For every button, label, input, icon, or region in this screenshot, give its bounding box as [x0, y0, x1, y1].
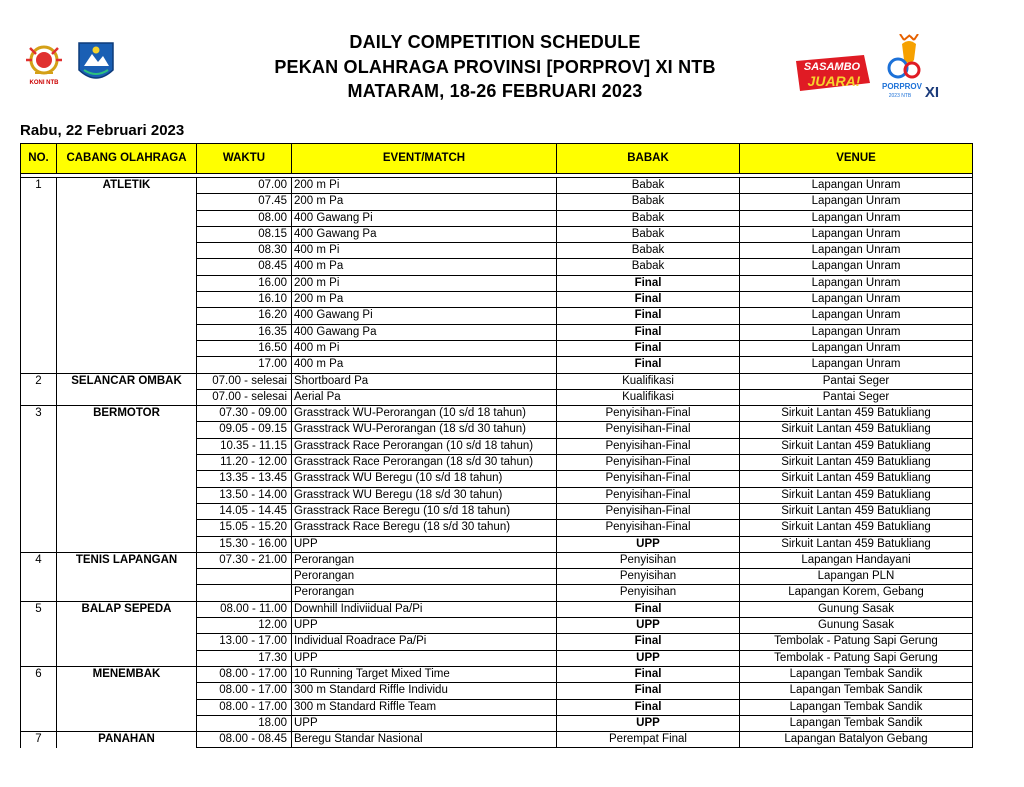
event-cell: Shortboard Pa — [292, 373, 557, 389]
sport-name — [57, 243, 197, 259]
porprov-xi-logo — [880, 34, 942, 100]
round-cell: Penyisihan-Final — [557, 471, 740, 487]
time-cell: 07.45 — [197, 194, 292, 210]
column-header-event: EVENT/MATCH — [292, 144, 557, 174]
venue-cell: Lapangan Batalyon Gebang — [740, 732, 973, 748]
row-number: 7 — [21, 732, 57, 748]
table-row — [21, 357, 973, 373]
round-cell: Babak — [557, 210, 740, 226]
row-number — [21, 618, 57, 634]
column-header-no: NO. — [21, 144, 57, 174]
sport-name — [57, 634, 197, 650]
sport-name — [57, 699, 197, 715]
row-number — [21, 585, 57, 601]
sport-name: BALAP SEPEDA — [57, 601, 197, 617]
title-line-2: PEKAN OLAHRAGA PROVINSI [PORPROV] XI NTB — [274, 56, 716, 77]
venue-cell: Lapangan Unram — [740, 178, 973, 194]
table-row — [21, 210, 973, 226]
row-number — [21, 503, 57, 519]
venue-cell: Sirkuit Lantan 459 Batukliang — [740, 520, 973, 536]
sport-name — [57, 487, 197, 503]
sport-name — [57, 569, 197, 585]
venue-cell: Lapangan Handayani — [740, 552, 973, 568]
event-cell: Grasstrack WU-Perorangan (10 s/d 18 tahun) — [292, 406, 557, 422]
table-row — [21, 666, 973, 682]
table-row — [21, 683, 973, 699]
time-cell: 07.30 - 09.00 — [197, 406, 292, 422]
row-number — [21, 275, 57, 291]
row-number: 6 — [21, 666, 57, 682]
row-number — [21, 389, 57, 405]
time-cell: 16.50 — [197, 340, 292, 356]
venue-cell: Lapangan PLN — [740, 569, 973, 585]
row-number — [21, 226, 57, 242]
table-row — [21, 634, 973, 650]
sport-name: BERMOTOR — [57, 406, 197, 422]
time-cell: 16.10 — [197, 292, 292, 308]
sport-name: PANAHAN — [57, 732, 197, 748]
title-line-3: MATARAM, 18-26 FEBRUARI 2023 — [347, 81, 643, 101]
venue-cell: Lapangan Korem, Gebang — [740, 585, 973, 601]
event-cell: 400 Gawang Pa — [292, 324, 557, 340]
sport-name — [57, 292, 197, 308]
column-header-venue: VENUE — [740, 144, 973, 174]
event-cell: 400 Gawang Pi — [292, 308, 557, 324]
ntb-emblem — [76, 40, 116, 88]
venue-cell: Tembolak - Patung Sapi Gerung — [740, 634, 973, 650]
event-cell: 400 m Pa — [292, 357, 557, 373]
document-title — [230, 30, 760, 104]
round-cell: Babak — [557, 178, 740, 194]
time-cell: 13.00 - 17.00 — [197, 634, 292, 650]
round-cell: UPP — [557, 536, 740, 552]
table-row — [21, 732, 973, 748]
table-row — [21, 699, 973, 715]
round-cell: Perempat Final — [557, 732, 740, 748]
row-number — [21, 683, 57, 699]
row-number — [21, 471, 57, 487]
sport-name — [57, 357, 197, 373]
row-number — [21, 292, 57, 308]
venue-cell: Lapangan Unram — [740, 243, 973, 259]
round-cell: Final — [557, 308, 740, 324]
table-row — [21, 438, 973, 454]
time-cell: 16.00 — [197, 275, 292, 291]
venue-cell: Tembolak - Patung Sapi Gerung — [740, 650, 973, 666]
row-number — [21, 569, 57, 585]
table-row — [21, 455, 973, 471]
table-row — [21, 275, 973, 291]
round-cell: Penyisihan-Final — [557, 438, 740, 454]
venue-cell: Pantai Seger — [740, 373, 973, 389]
venue-cell: Lapangan Tembak Sandik — [740, 683, 973, 699]
round-cell: Final — [557, 666, 740, 682]
column-header-babak: BABAK — [557, 144, 740, 174]
table-row — [21, 601, 973, 617]
time-cell: 08.00 - 11.00 — [197, 601, 292, 617]
row-number: 3 — [21, 406, 57, 422]
round-cell: Penyisihan-Final — [557, 520, 740, 536]
venue-cell: Lapangan Unram — [740, 340, 973, 356]
time-cell: 07.30 - 21.00 — [197, 552, 292, 568]
table-row — [21, 569, 973, 585]
schedule-day-label: Rabu, 22 Februari 2023 — [20, 122, 185, 139]
row-number — [21, 699, 57, 715]
sport-name — [57, 650, 197, 666]
event-cell: UPP — [292, 536, 557, 552]
event-cell: UPP — [292, 618, 557, 634]
round-cell: Final — [557, 601, 740, 617]
table-row — [21, 324, 973, 340]
row-number — [21, 455, 57, 471]
event-cell: Grasstrack Race Perorangan (10 s/d 18 tahun) — [292, 438, 557, 454]
event-cell: 200 m Pi — [292, 178, 557, 194]
row-number — [21, 650, 57, 666]
time-cell — [197, 585, 292, 601]
event-cell: 200 m Pa — [292, 194, 557, 210]
event-cell: 400 Gawang Pi — [292, 210, 557, 226]
time-cell: 13.50 - 14.00 — [197, 487, 292, 503]
table-row — [21, 503, 973, 519]
koni-logo — [22, 40, 66, 88]
venue-cell: Lapangan Unram — [740, 210, 973, 226]
event-cell: 300 m Standard Riffle Team — [292, 699, 557, 715]
round-cell: Final — [557, 357, 740, 373]
table-row — [21, 373, 973, 389]
round-cell: Penyisihan-Final — [557, 455, 740, 471]
sport-name — [57, 683, 197, 699]
event-cell: Grasstrack Race Perorangan (18 s/d 30 tahun) — [292, 455, 557, 471]
table-header-row — [21, 144, 973, 174]
sport-name — [57, 226, 197, 242]
round-cell: Penyisihan-Final — [557, 487, 740, 503]
round-cell: Final — [557, 634, 740, 650]
event-cell: Downhill Indiviidual Pa/Pi — [292, 601, 557, 617]
event-cell: Perorangan — [292, 552, 557, 568]
venue-cell: Gunung Sasak — [740, 601, 973, 617]
event-cell: 10 Running Target Mixed Time — [292, 666, 557, 682]
row-number: 5 — [21, 601, 57, 617]
table-row — [21, 536, 973, 552]
round-cell: Penyisihan-Final — [557, 503, 740, 519]
time-cell: 09.05 - 09.15 — [197, 422, 292, 438]
event-cell: Perorangan — [292, 585, 557, 601]
sport-name: TENIS LAPANGAN — [57, 552, 197, 568]
sport-name — [57, 585, 197, 601]
table-row — [21, 715, 973, 731]
time-cell: 07.00 - selesai — [197, 373, 292, 389]
venue-cell: Sirkuit Lantan 459 Batukliang — [740, 422, 973, 438]
sport-name — [57, 536, 197, 552]
table-row — [21, 226, 973, 242]
sasambo-juara-logo — [794, 53, 872, 93]
round-cell: Final — [557, 683, 740, 699]
sport-name — [57, 259, 197, 275]
sport-name — [57, 275, 197, 291]
time-cell: 08.00 - 17.00 — [197, 666, 292, 682]
sport-name — [57, 520, 197, 536]
sport-name — [57, 618, 197, 634]
round-cell: Babak — [557, 226, 740, 242]
porprov-xi-text: XI — [924, 84, 940, 100]
schedule-table-body — [21, 174, 973, 748]
round-cell: Penyisihan-Final — [557, 422, 740, 438]
table-row — [21, 650, 973, 666]
venue-cell: Sirkuit Lantan 459 Batukliang — [740, 438, 973, 454]
row-number — [21, 243, 57, 259]
porprov-year-text: 2023 NTB — [888, 93, 912, 99]
sport-name — [57, 194, 197, 210]
row-number — [21, 340, 57, 356]
sport-name — [57, 422, 197, 438]
sport-name — [57, 503, 197, 519]
row-number — [21, 438, 57, 454]
round-cell: UPP — [557, 618, 740, 634]
round-cell: Final — [557, 275, 740, 291]
event-cell: 400 m Pi — [292, 243, 557, 259]
sport-name — [57, 455, 197, 471]
row-number: 4 — [21, 552, 57, 568]
table-row — [21, 552, 973, 568]
schedule-table — [20, 143, 973, 748]
time-cell: 13.35 - 13.45 — [197, 471, 292, 487]
round-cell: UPP — [557, 650, 740, 666]
koni-logo-text: KONI NTB — [29, 80, 59, 86]
time-cell: 15.05 - 15.20 — [197, 520, 292, 536]
event-cell: Individual Roadrace Pa/Pi — [292, 634, 557, 650]
sport-name — [57, 324, 197, 340]
table-row — [21, 178, 973, 194]
row-number — [21, 634, 57, 650]
time-cell — [197, 569, 292, 585]
row-number — [21, 520, 57, 536]
sport-name — [57, 340, 197, 356]
title-line-1: DAILY COMPETITION SCHEDULE — [349, 32, 641, 52]
venue-cell: Gunung Sasak — [740, 618, 973, 634]
table-row — [21, 487, 973, 503]
sport-name — [57, 438, 197, 454]
time-cell: 08.00 - 17.00 — [197, 683, 292, 699]
row-number — [21, 194, 57, 210]
porprov-text: PORPROV — [881, 82, 923, 91]
venue-cell: Sirkuit Lantan 459 Batukliang — [740, 406, 973, 422]
sport-name: MENEMBAK — [57, 666, 197, 682]
round-cell: Kualifikasi — [557, 389, 740, 405]
round-cell: Final — [557, 292, 740, 308]
time-cell: 16.35 — [197, 324, 292, 340]
table-row — [21, 585, 973, 601]
round-cell: Penyisihan — [557, 585, 740, 601]
time-cell: 12.00 — [197, 618, 292, 634]
round-cell: Final — [557, 340, 740, 356]
event-cell: Grasstrack WU-Perorangan (18 s/d 30 tahun) — [292, 422, 557, 438]
table-row — [21, 618, 973, 634]
table-row — [21, 340, 973, 356]
event-cell: Perorangan — [292, 569, 557, 585]
sasambo-text: SASAMBO — [803, 61, 861, 73]
time-cell: 07.00 — [197, 178, 292, 194]
sport-name: ATLETIK — [57, 178, 197, 194]
time-cell: 14.05 - 14.45 — [197, 503, 292, 519]
round-cell: Penyisihan — [557, 569, 740, 585]
event-cell: 200 m Pi — [292, 275, 557, 291]
venue-cell: Lapangan Tembak Sandik — [740, 699, 973, 715]
event-cell: Aerial Pa — [292, 389, 557, 405]
venue-cell: Lapangan Unram — [740, 308, 973, 324]
row-number — [21, 357, 57, 373]
event-cell: Beregu Standar Nasional — [292, 732, 557, 748]
round-cell: Penyisihan-Final — [557, 406, 740, 422]
time-cell: 17.00 — [197, 357, 292, 373]
row-number — [21, 210, 57, 226]
table-row — [21, 422, 973, 438]
event-cell: 200 m Pa — [292, 292, 557, 308]
column-header-waktu: WAKTU — [197, 144, 292, 174]
column-header-cabang: CABANG OLAHRAGA — [57, 144, 197, 174]
table-row — [21, 471, 973, 487]
row-number — [21, 715, 57, 731]
time-cell: 08.30 — [197, 243, 292, 259]
sport-name — [57, 308, 197, 324]
venue-cell: Sirkuit Lantan 459 Batukliang — [740, 536, 973, 552]
sport-name — [57, 715, 197, 731]
event-cell: Grasstrack WU Beregu (18 s/d 30 tahun) — [292, 487, 557, 503]
time-cell: 10.35 - 11.15 — [197, 438, 292, 454]
table-row — [21, 520, 973, 536]
juara-text: JUARA! — [807, 73, 861, 89]
event-cell: UPP — [292, 715, 557, 731]
venue-cell: Lapangan Unram — [740, 259, 973, 275]
event-cell: 300 m Standard Riffle Individu — [292, 683, 557, 699]
round-cell: Babak — [557, 259, 740, 275]
sport-name — [57, 210, 197, 226]
row-number — [21, 422, 57, 438]
time-cell: 08.15 — [197, 226, 292, 242]
round-cell: Babak — [557, 243, 740, 259]
round-cell: UPP — [557, 715, 740, 731]
table-row — [21, 292, 973, 308]
venue-cell: Lapangan Unram — [740, 194, 973, 210]
venue-cell: Pantai Seger — [740, 389, 973, 405]
venue-cell: Sirkuit Lantan 459 Batukliang — [740, 503, 973, 519]
round-cell: Kualifikasi — [557, 373, 740, 389]
round-cell: Final — [557, 324, 740, 340]
venue-cell: Lapangan Tembak Sandik — [740, 715, 973, 731]
time-cell: 18.00 — [197, 715, 292, 731]
event-cell: UPP — [292, 650, 557, 666]
time-cell: 07.00 - selesai — [197, 389, 292, 405]
time-cell: 11.20 - 12.00 — [197, 455, 292, 471]
venue-cell: Lapangan Unram — [740, 357, 973, 373]
table-row — [21, 406, 973, 422]
event-cell: Grasstrack Race Beregu (10 s/d 18 tahun) — [292, 503, 557, 519]
row-number — [21, 536, 57, 552]
document-header — [0, 0, 1024, 120]
venue-cell: Lapangan Unram — [740, 226, 973, 242]
time-cell: 16.20 — [197, 308, 292, 324]
round-cell: Penyisihan — [557, 552, 740, 568]
venue-cell: Lapangan Unram — [740, 324, 973, 340]
sport-name — [57, 471, 197, 487]
time-cell: 08.00 - 08.45 — [197, 732, 292, 748]
venue-cell: Sirkuit Lantan 459 Batukliang — [740, 487, 973, 503]
venue-cell: Lapangan Tembak Sandik — [740, 666, 973, 682]
venue-cell: Sirkuit Lantan 459 Batukliang — [740, 471, 973, 487]
table-row — [21, 259, 973, 275]
time-cell: 08.00 — [197, 210, 292, 226]
table-row — [21, 243, 973, 259]
round-cell: Babak — [557, 194, 740, 210]
sport-name: SELANCAR OMBAK — [57, 373, 197, 389]
event-cell: Grasstrack WU Beregu (10 s/d 18 tahun) — [292, 471, 557, 487]
sport-name — [57, 389, 197, 405]
row-number — [21, 324, 57, 340]
table-row — [21, 308, 973, 324]
venue-cell: Sirkuit Lantan 459 Batukliang — [740, 455, 973, 471]
row-number: 1 — [21, 178, 57, 194]
time-cell: 17.30 — [197, 650, 292, 666]
time-cell: 08.45 — [197, 259, 292, 275]
round-cell: Final — [557, 699, 740, 715]
time-cell: 08.00 - 17.00 — [197, 699, 292, 715]
time-cell: 15.30 - 16.00 — [197, 536, 292, 552]
venue-cell: Lapangan Unram — [740, 292, 973, 308]
event-cell: 400 m Pi — [292, 340, 557, 356]
table-row — [21, 389, 973, 405]
row-number — [21, 259, 57, 275]
event-cell: Grasstrack Race Beregu (18 s/d 30 tahun) — [292, 520, 557, 536]
event-cell: 400 Gawang Pa — [292, 226, 557, 242]
table-row — [21, 194, 973, 210]
row-number — [21, 308, 57, 324]
event-cell: 400 m Pa — [292, 259, 557, 275]
venue-cell: Lapangan Unram — [740, 275, 973, 291]
row-number: 2 — [21, 373, 57, 389]
row-number — [21, 487, 57, 503]
